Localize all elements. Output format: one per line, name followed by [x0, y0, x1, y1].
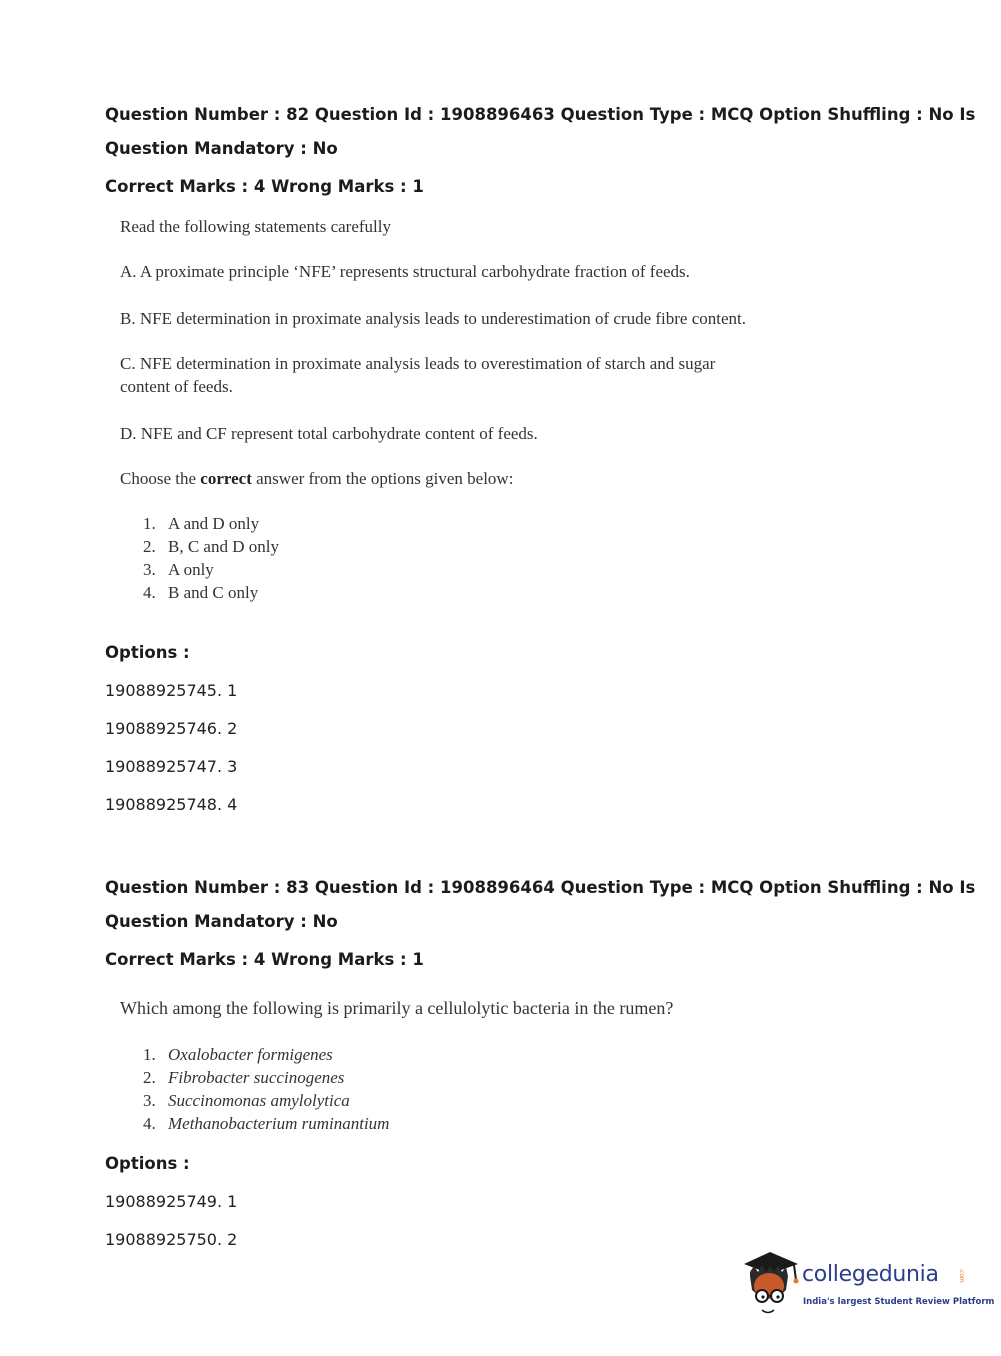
q83-choice — [143, 1044, 333, 1066]
choice-text: B and C only — [168, 583, 259, 602]
q82-options-label: Options : — [105, 643, 190, 662]
q83-header-line2: Question Mandatory : No — [105, 912, 338, 931]
q82-choose-instruction — [120, 468, 513, 490]
choose-post: answer from the options given below: — [251, 469, 514, 488]
q82-option: 19088925745. 1 — [105, 681, 238, 700]
q82-statement-c-line1: C. NFE determination in proximate analysis leads to overestimation of starch and sugar — [120, 354, 716, 373]
choice-number: 2. — [143, 1068, 156, 1087]
choice-number: 1. — [143, 1045, 156, 1064]
choice-text: Methanobacterium ruminantium — [168, 1114, 390, 1133]
q82-option: 19088925747. 3 — [105, 757, 238, 776]
logo-domain: .com — [958, 1268, 965, 1283]
choice-text: Oxalobacter formigenes — [168, 1045, 333, 1064]
choose-pre: Choose the — [120, 469, 201, 488]
choice-number: 1. — [143, 514, 156, 533]
choice-number: 2. — [143, 537, 156, 556]
q82-option: 19088925746. 2 — [105, 719, 238, 738]
collegedunia-logo — [740, 1250, 995, 1320]
q83-choice — [143, 1067, 344, 1089]
q82-marks: Correct Marks : 4 Wrong Marks : 1 — [105, 177, 424, 196]
choice-number: 3. — [143, 1091, 156, 1110]
q82-statement-c-line2: content of feeds. — [120, 377, 233, 396]
choice-text: Succinomonas amylolytica — [168, 1091, 350, 1110]
q83-option: 19088925749. 1 — [105, 1192, 238, 1211]
q83-header-line1: Question Number : 83 Question Id : 1908896464 Question Type : MCQ Option Shuffling : No Is — [105, 878, 976, 897]
q82-choice — [143, 513, 259, 535]
q83-question: Which among the following is primarily a cellulolytic bacteria in the rumen? — [120, 998, 674, 1018]
q82-choice — [143, 559, 214, 581]
choose-bold: correct — [200, 469, 252, 488]
q83-choice — [143, 1090, 350, 1112]
q82-statement-b: B. NFE determination in proximate analysis leads to underestimation of crude fibre content. — [120, 309, 747, 328]
logo-tagline: India's largest Student Review Platform — [803, 1297, 995, 1307]
q83-marks: Correct Marks : 4 Wrong Marks : 1 — [105, 950, 424, 969]
q82-choice — [143, 536, 279, 558]
q82-header-line2: Question Mandatory : No — [105, 139, 338, 158]
q82-header-line1: Question Number : 82 Question Id : 1908896463 Question Type : MCQ Option Shuffling : No Is — [105, 105, 976, 124]
q82-choice — [143, 582, 258, 604]
choice-text: A only — [168, 560, 214, 579]
logo-wordmark: collegedunia — [802, 1262, 939, 1287]
q83-option: 19088925750. 2 — [105, 1230, 238, 1249]
choice-number: 4. — [143, 1114, 156, 1133]
mascot-icon — [740, 1250, 802, 1320]
choice-text: Fibrobacter succinogenes — [168, 1068, 345, 1087]
q82-statement-d: D. NFE and CF represent total carbohydrate content of feeds. — [120, 424, 538, 443]
choice-number: 3. — [143, 560, 156, 579]
choice-text: A and D only — [168, 514, 260, 533]
q83-options-label: Options : — [105, 1154, 190, 1173]
q83-choice — [143, 1113, 389, 1135]
choice-number: 4. — [143, 583, 156, 602]
choice-text: B, C and D only — [168, 537, 279, 556]
q82-statement-a: A. A proximate principle ‘NFE’ represents structural carbohydrate fraction of feeds. — [120, 262, 690, 281]
q82-intro: Read the following statements carefully — [120, 217, 391, 236]
q82-option: 19088925748. 4 — [105, 795, 238, 814]
